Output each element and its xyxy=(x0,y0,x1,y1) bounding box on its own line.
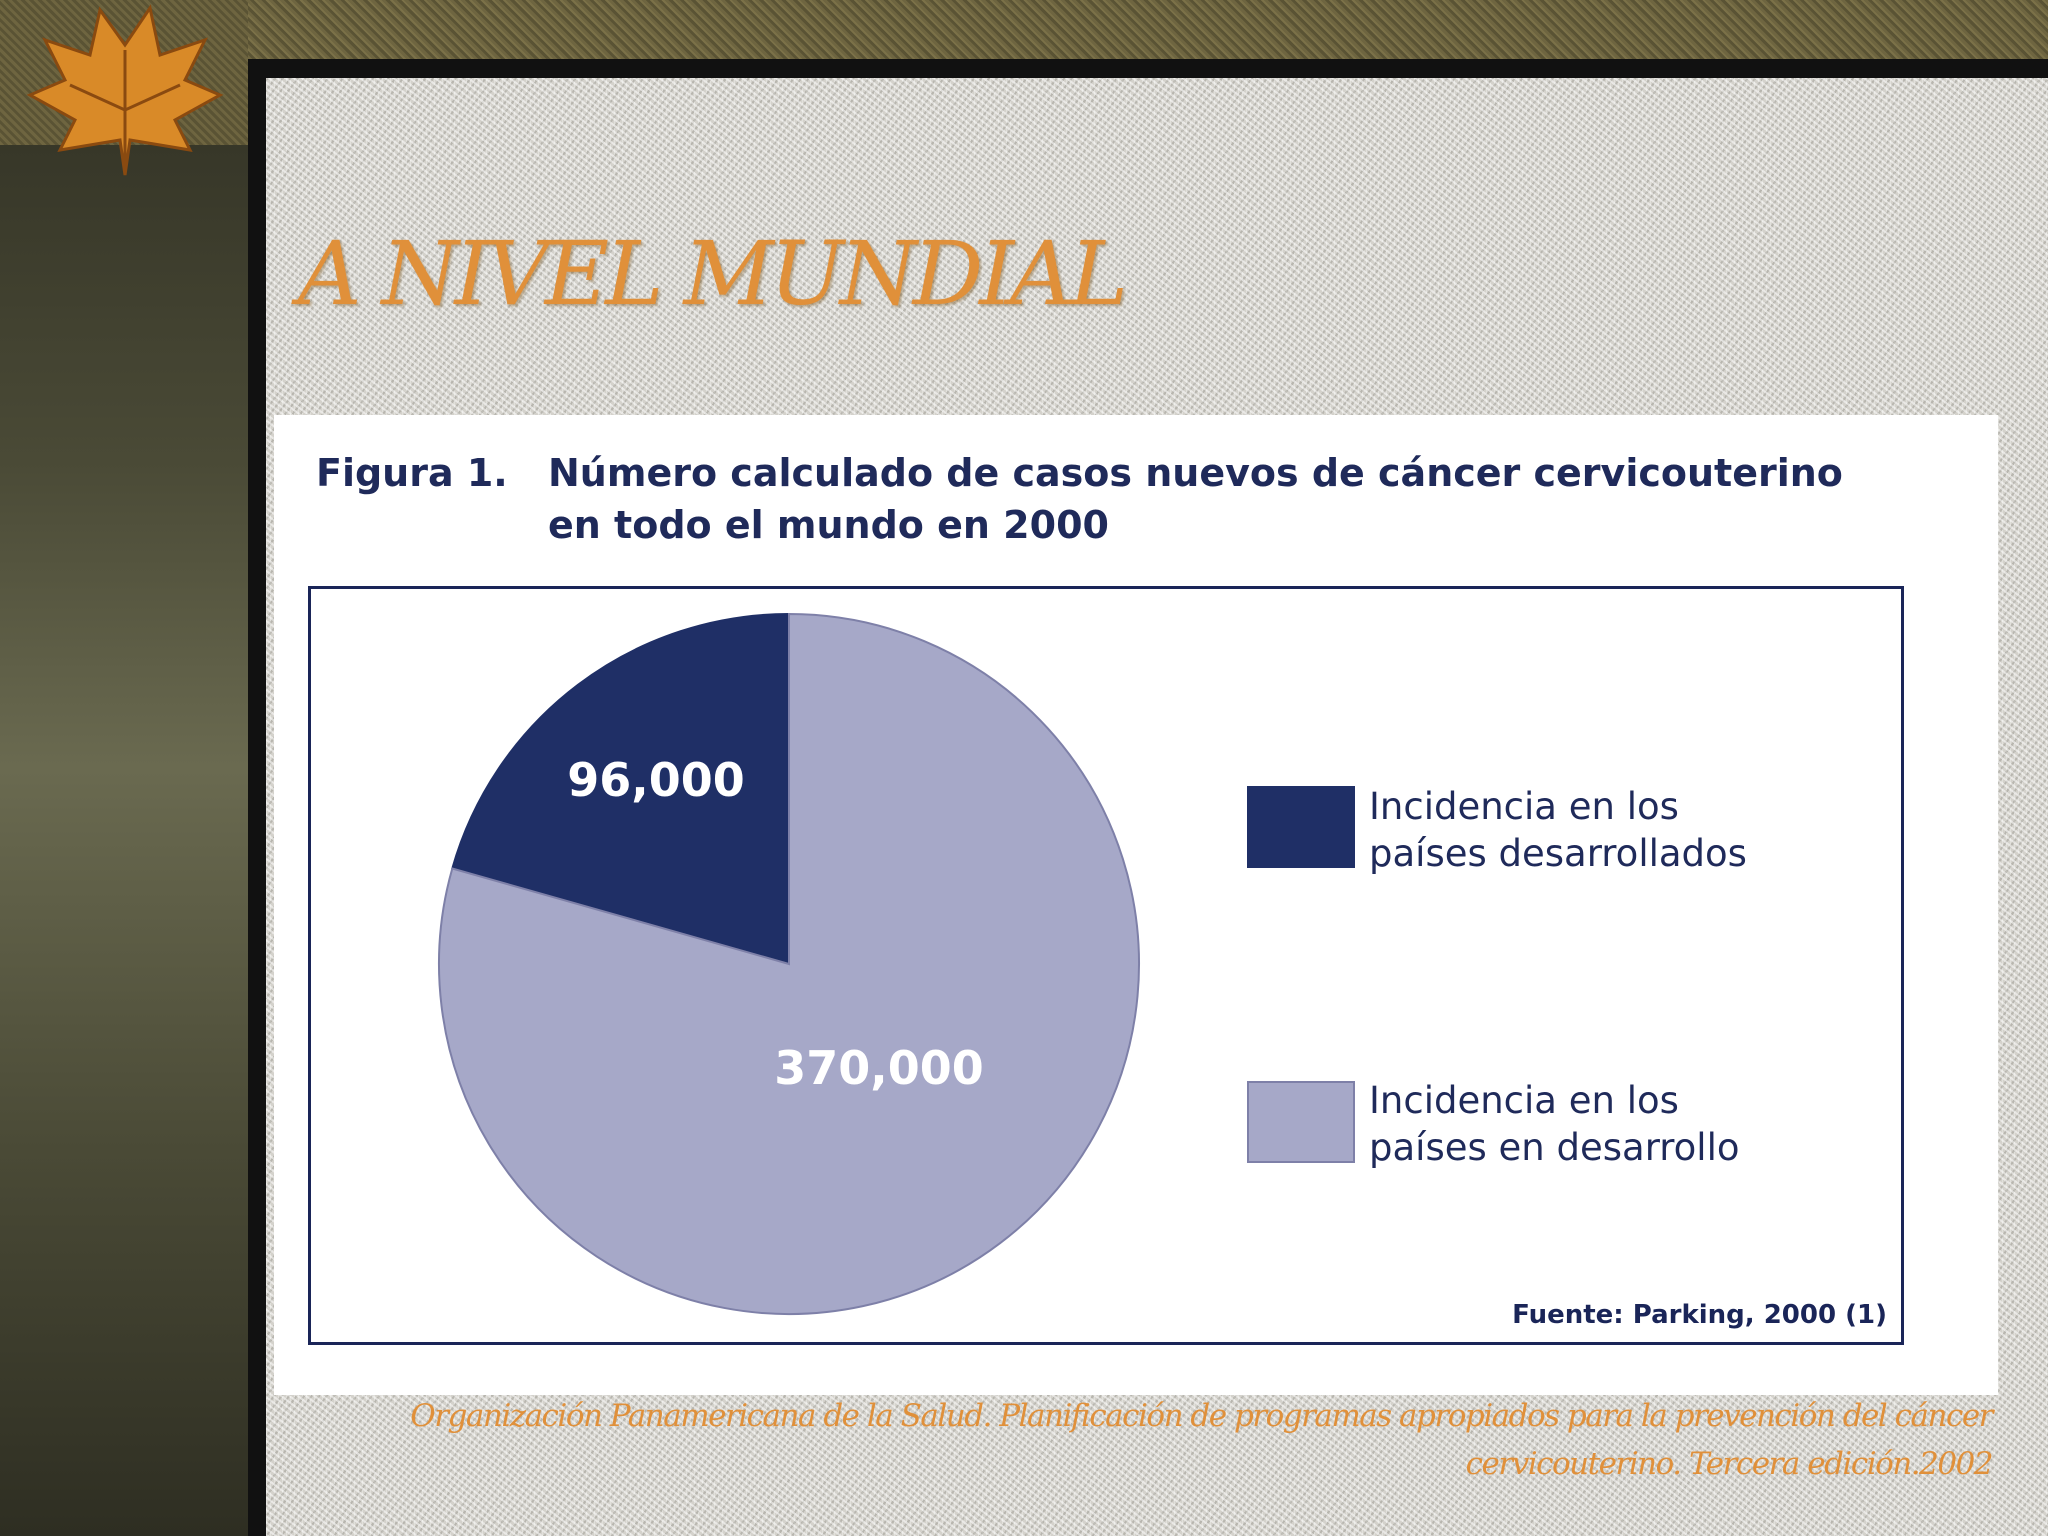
citation-line1: Organización Panamericana de la Salud. Planificación de programas apropiados para la prevención del cáncer xyxy=(410,1398,1992,1434)
slide-title: A NIVEL MUNDIAL xyxy=(298,222,1125,325)
legend-label-developed: Incidencia en los países desarrollados xyxy=(1369,785,1747,875)
background-top-strip xyxy=(0,0,2048,60)
pie-chart xyxy=(311,589,1901,1342)
legend-swatch-developing xyxy=(1247,1081,1355,1163)
citation-line2: cervicouterino. Tercera edición.2002 xyxy=(1465,1446,1992,1482)
figure-label: Figura 1. xyxy=(316,451,508,495)
chart-area xyxy=(308,586,1904,1345)
figure-caption-line2: en todo el mundo en 2000 xyxy=(548,503,1109,547)
legend-swatch-developed xyxy=(1247,786,1355,868)
pie-data-label-1: 370,000 xyxy=(774,1041,984,1095)
maple-leaf-icon xyxy=(20,0,230,180)
legend-label-developing: Incidencia en los países en desarrollo xyxy=(1369,1079,1740,1169)
background-left-bar xyxy=(0,0,248,1536)
figure-caption-line1: Número calculado de casos nuevos de cáncer cervicouterino xyxy=(548,451,1843,495)
pie-data-label-0: 96,000 xyxy=(567,753,745,807)
chart-source: Fuente: Parking, 2000 (1) xyxy=(1512,1300,1887,1330)
